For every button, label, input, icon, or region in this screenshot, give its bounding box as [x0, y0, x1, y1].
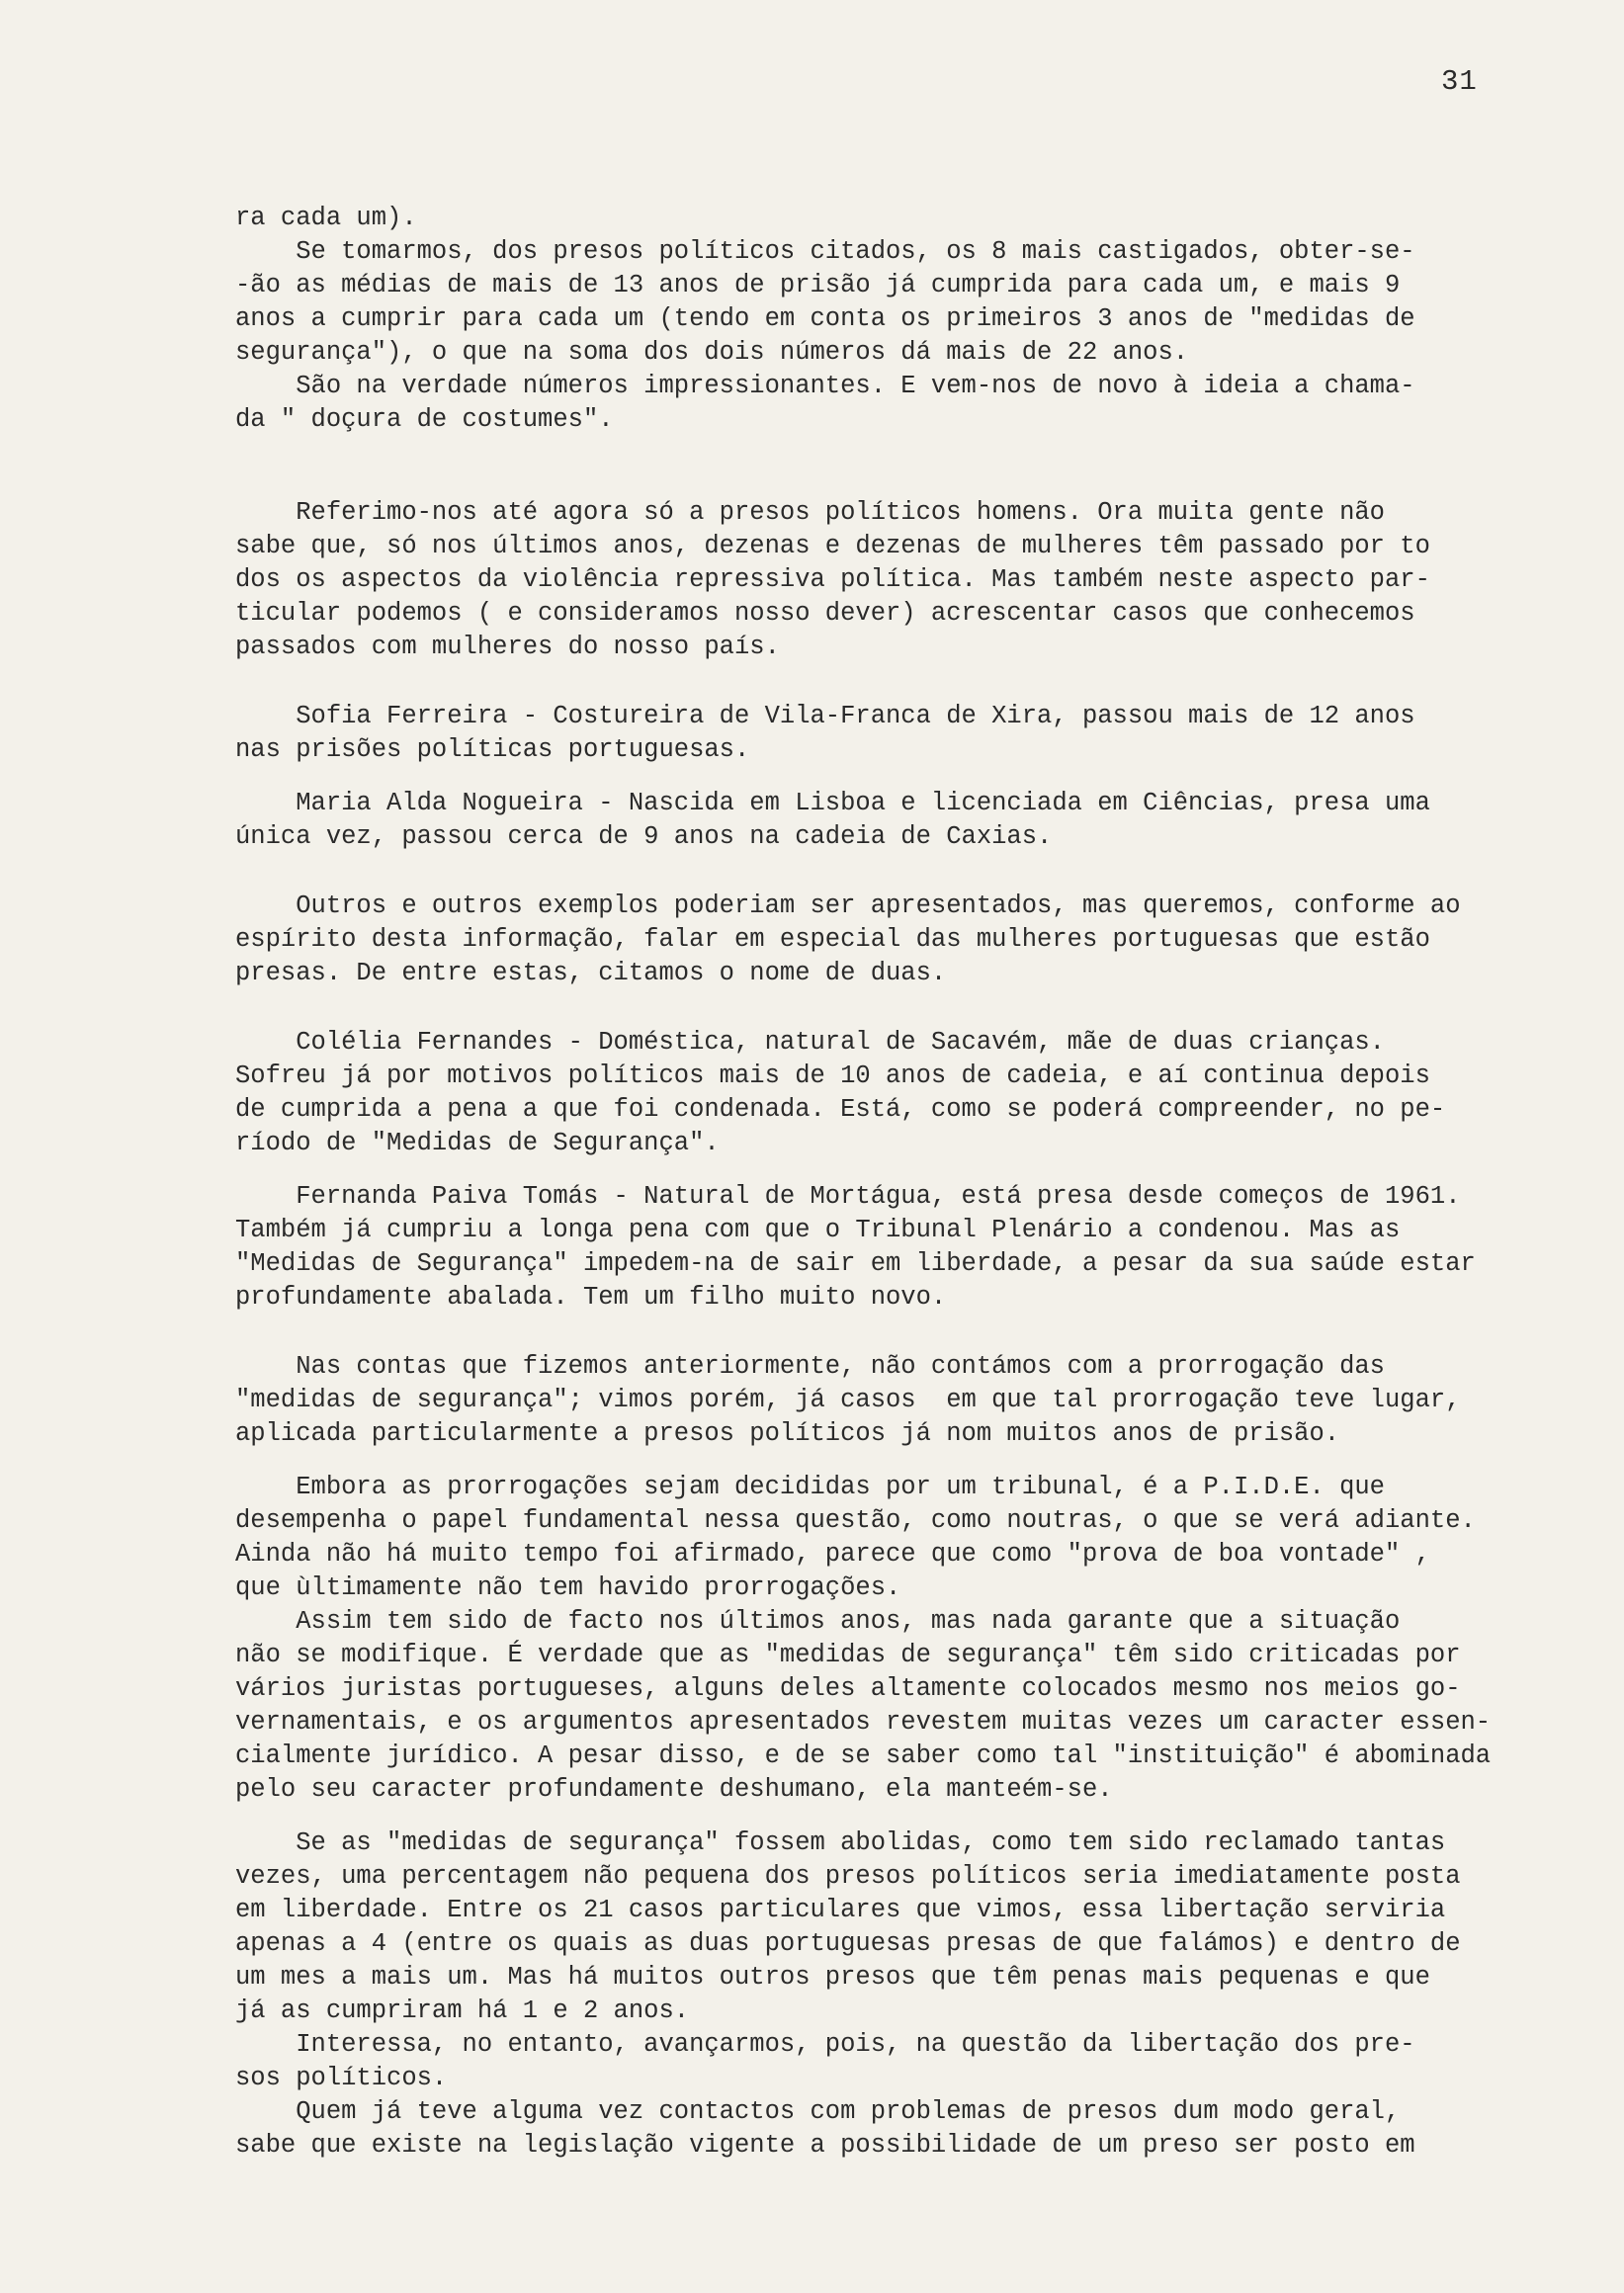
text-line: cialmente jurídico. A pesar disso, e de se saber como tal "instituição" é abominada	[235, 1741, 1492, 1770]
text-line: Sofreu já por motivos políticos mais de 10 anos de cadeia, e aí continua depois	[235, 1062, 1430, 1090]
paragraph	[235, 700, 1550, 767]
text-line: Outros e outros exemplos poderiam ser apresentados, mas queremos, conforme ao	[235, 892, 1461, 920]
paragraph	[235, 202, 1550, 437]
text-line: de cumprida a pena a que foi condenada. Está, como se poderá compreender, no pe-	[235, 1095, 1446, 1124]
text-line: Assim tem sido de facto nos últimos anos, mas nada garante que a situação	[235, 1607, 1401, 1636]
paragraph-gap	[235, 664, 1550, 700]
text-line: da " doçura de costumes".	[235, 405, 614, 434]
paragraph	[235, 890, 1550, 990]
text-line: Se as "medidas de segurança" fossem abolidas, como tem sido reclamado tantas	[235, 1828, 1446, 1857]
text-line: espírito desta informação, falar em especial das mulheres portuguesas que estão	[235, 925, 1430, 954]
paragraph	[235, 1471, 1550, 1807]
paragraph-gap	[235, 990, 1550, 1026]
text-line: segurança"), o que na soma dos dois números dá mais de 22 anos.	[235, 338, 1189, 367]
paragraph	[235, 1826, 1550, 2163]
text-line: ra cada um).	[235, 204, 417, 232]
text-line: Fernanda Paiva Tomás - Natural de Mortágua, está presa desde começos de 1961.	[235, 1182, 1461, 1211]
text-line: -ão as médias de mais de 13 anos de prisão já cumprida para cada um, e mais 9	[235, 271, 1401, 299]
text-line: ticular podemos ( e consideramos nosso dever) acrescentar casos que conhecemos	[235, 599, 1415, 628]
text-line: Colélia Fernandes - Doméstica, natural de Sacavém, mãe de duas crianças.	[235, 1028, 1385, 1057]
paragraph	[235, 496, 1550, 664]
text-line: Interessa, no entanto, avançarmos, pois, na questão da libertação dos pre-	[235, 2030, 1415, 2059]
paragraph	[235, 787, 1550, 854]
text-line: sabe que existe na legislação vigente a possibilidade de um preso ser posto em	[235, 2131, 1415, 2160]
text-line: vários juristas portugueses, alguns deles altamente colocados mesmo nos meios go-	[235, 1674, 1461, 1703]
text-line: em liberdade. Entre os 21 casos particulares que vimos, essa libertação serviria	[235, 1896, 1446, 1924]
text-line: desempenha o papel fundamental nessa questão, como noutras, o que se verá adiante.	[235, 1506, 1476, 1535]
text-line: São na verdade números impressionantes. E vem-nos de novo à ideia a chama-	[235, 372, 1415, 400]
text-line: pelo seu caracter profundamente deshumano, ela manteém-se.	[235, 1775, 1113, 1804]
paragraph-gap	[235, 437, 1550, 496]
text-line: não se modifique. É verdade que as "medidas de segurança" têm sido criticadas por	[235, 1641, 1461, 1669]
paragraph-gap	[235, 1315, 1550, 1350]
text-line: Referimo-nos até agora só a presos políticos homens. Ora muita gente não	[235, 498, 1385, 527]
text-line: profundamente abalada. Tem um filho muito novo.	[235, 1283, 947, 1312]
text-line: Nas contas que fizemos anteriormente, não contámos com a prorrogação das	[235, 1352, 1385, 1381]
text-line: ríodo de "Medidas de Segurança".	[235, 1129, 720, 1157]
paragraph-gap	[235, 767, 1550, 787]
text-line: apenas a 4 (entre os quais as duas portuguesas presas de que falámos) e dentro de	[235, 1929, 1461, 1958]
text-line: dos os aspectos da violência repressiva política. Mas também neste aspecto par-	[235, 565, 1430, 594]
paragraph-gap	[235, 1807, 1550, 1826]
text-line: Quem já teve alguma vez contactos com problemas de presos dum modo geral,	[235, 2097, 1401, 2126]
text-line: Maria Alda Nogueira - Nascida em Lisboa e licenciada em Ciências, presa uma	[235, 789, 1430, 817]
text-line: sabe que, só nos últimos anos, dezenas e dezenas de mulheres têm passado por to	[235, 532, 1430, 560]
paragraph	[235, 1026, 1550, 1160]
text-line: vernamentais, e os argumentos apresentados revestem muitas vezes um caracter essen-	[235, 1708, 1492, 1737]
paragraph-gap	[235, 1160, 1550, 1180]
document-body	[235, 202, 1550, 2163]
text-line: vezes, uma percentagem não pequena dos presos políticos seria imediatamente posta	[235, 1862, 1461, 1891]
text-line: já as cumpriram há 1 e 2 anos.	[235, 1996, 690, 2025]
text-line: anos a cumprir para cada um (tendo em conta os primeiros 3 anos de "medidas de	[235, 304, 1415, 333]
text-line: nas prisões políticas portuguesas.	[235, 735, 750, 764]
text-line: Se tomarmos, dos presos políticos citados, os 8 mais castigados, obter-se-	[235, 237, 1415, 266]
text-line: "Medidas de Segurança" impedem-na de sair em liberdade, a pesar da sua saúde estar	[235, 1249, 1476, 1278]
text-line: que ùltimamente não tem havido prorrogações.	[235, 1573, 901, 1602]
paragraph-gap	[235, 1451, 1550, 1471]
text-line: Também já cumpriu a longa pena com que o Tribunal Plenário a condenou. Mas as	[235, 1216, 1401, 1244]
text-line: um mes a mais um. Mas há muitos outros presos que têm penas mais pequenas e que	[235, 1963, 1430, 1992]
text-line: Embora as prorrogações sejam decididas por um tribunal, é a P.I.D.E. que	[235, 1473, 1385, 1501]
text-line: aplicada particularmente a presos políticos já nom muitos anos de prisão.	[235, 1419, 1340, 1448]
page-number: 31	[1441, 65, 1478, 98]
paragraph-gap	[235, 854, 1550, 890]
text-line: Ainda não há muito tempo foi afirmado, parece que como "prova de boa vontade" ,	[235, 1540, 1430, 1569]
text-line: presas. De entre estas, citamos o nome de duas.	[235, 959, 947, 987]
text-line: passados com mulheres do nosso país.	[235, 633, 780, 661]
text-line: única vez, passou cerca de 9 anos na cadeia de Caxias.	[235, 822, 1053, 851]
text-line: Sofia Ferreira - Costureira de Vila-Franca de Xira, passou mais de 12 anos	[235, 702, 1415, 730]
text-line: "medidas de segurança"; vimos porém, já casos em que tal prorrogação teve lugar,	[235, 1386, 1461, 1414]
text-line: sos políticos.	[235, 2064, 448, 2092]
paragraph	[235, 1180, 1550, 1315]
paragraph	[235, 1350, 1550, 1451]
